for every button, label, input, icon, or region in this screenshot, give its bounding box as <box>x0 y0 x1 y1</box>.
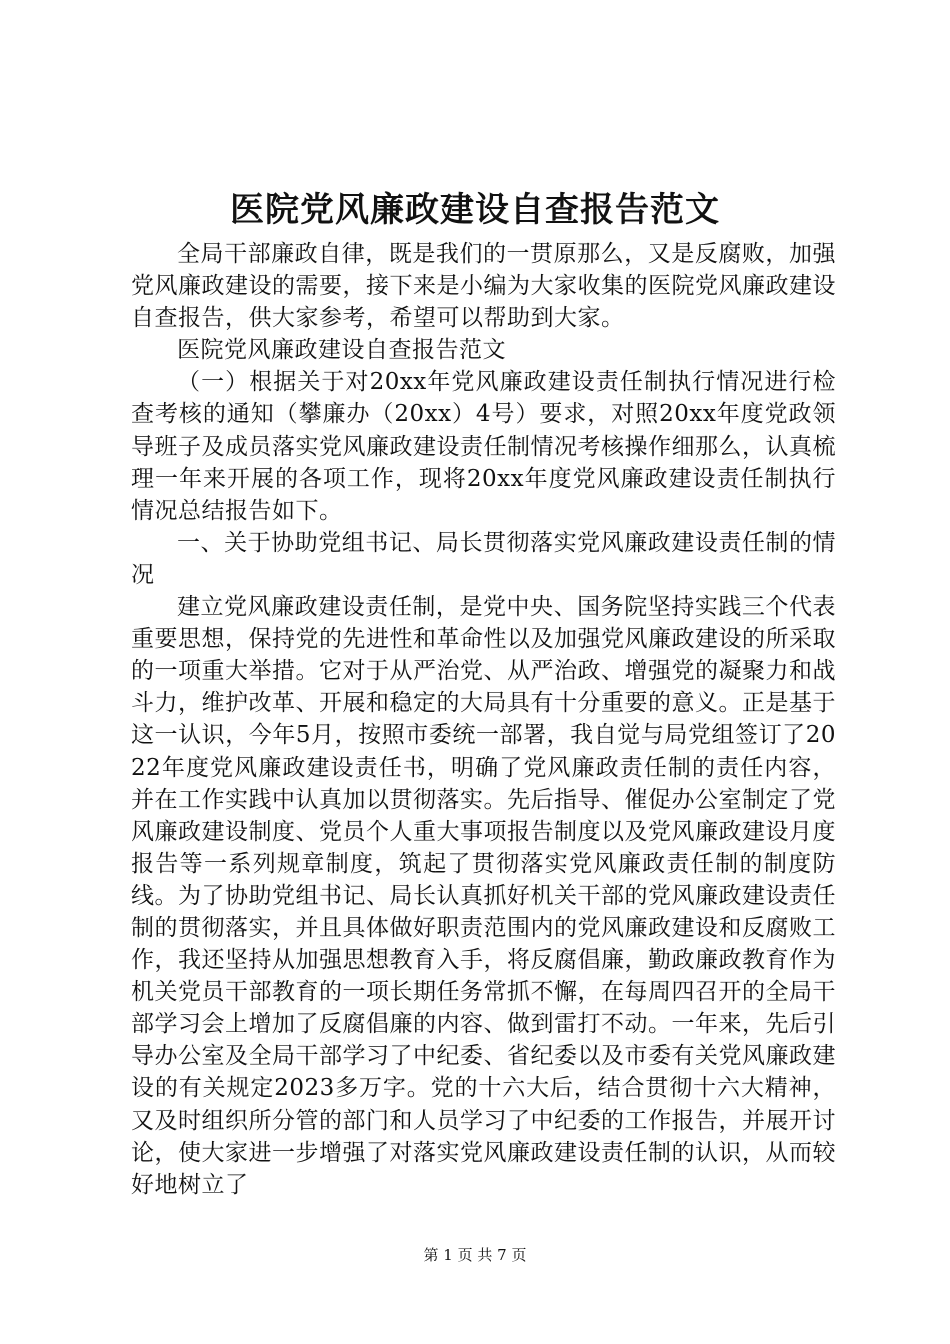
page-footer: 第 1 页 共 7 页 <box>423 1246 527 1264</box>
notice-paragraph: （一）根据关于对20xx年党风廉政建设责任制执行情况进行检查考核的通知（攀廉办（20xx）4号）要求，对照20xx年度党政领导班子及成员落实党风廉政建设责任制情况考核操作细那么，认真梳理一年来开展的各项工作，现将20xx年度党风廉政建设责任制执行情况总结报告如下。 <box>131 369 836 524</box>
document-body <box>131 238 836 1201</box>
section-heading-paragraph: 医院党风廉政建设自查报告范文 <box>177 337 506 364</box>
intro-paragraph: 全局干部廉政自律，既是我们的一贯原那么，又是反腐败，加强党风廉政建设的需要，接下来是小编为大家收集的医院党风廉政建设自查报告，供大家参考，希望可以帮助到大家。 <box>131 241 836 332</box>
document-title: 医院党风廉政建设自查报告范文 <box>230 190 720 230</box>
section-one-heading: 一、关于协助党组书记、局长贯彻落实党风廉政建设责任制的情况 <box>131 529 836 588</box>
responsibility-paragraph: 建立党风廉政建设责任制，是党中央、国务院坚持实践三个代表重要思想，保持党的先进性和革命性以及加强党风廉政建设的所采取的一项重大举措。它对于从严治党、从严治政、增强党的凝聚力和战斗力，维护改革、开展和稳定的大局具有十分重要的意义。正是基于这一认识，今年5月，按照市委统一部署，我自觉与局党组签订了2022年度党风廉政建设责任书，明确了党风廉政责任制的责任内容，并在工作实践中认真加以贯彻落实。先后指导、催促办公室制定了党风廉政建设制度、党员个人重大事项报告制度以及党风廉政建设月度报告等一系列规章制度，筑起了贯彻落实党风廉政责任制的制度防线。为了协助党组书记、局长认真抓好机关干部的党风廉政建设责任制的贯彻落实，并且具体做好职责范围内的党风廉政建设和反腐败工作，我还坚持从加强思想教育入手，将反腐倡廉，勤政廉政教育作为机关党员干部教育的一项长期任务常抓不懈，在每周四召开的全局干部学习会上增加了反腐倡廉的内容、做到雷打不动。一年来，先后引导办公室及全局干部学习了中纪委、省纪委以及市委有关党风廉政建设的有关规定2023多万字。党的十六大后，结合贯彻十六大精神，又及时组织所分管的部门和人员学习了中纪委的工作报告，并展开讨论，使大家进一步增强了对落实党风廉政建设责任制的认识，从而较好地树立了 <box>131 594 836 1198</box>
